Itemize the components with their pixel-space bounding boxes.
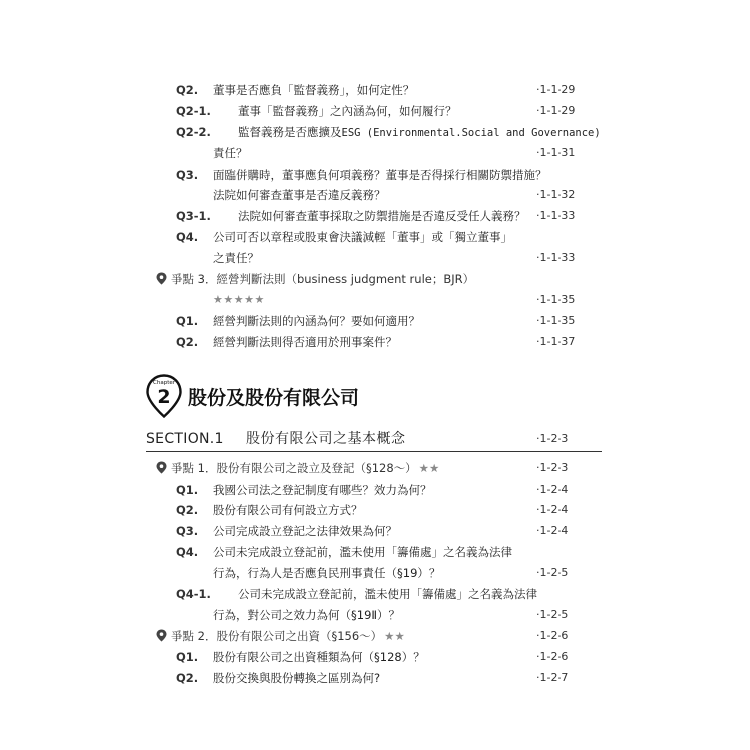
- page-number: ‧1-2-7: [536, 671, 569, 684]
- toc-entry[interactable]: [0, 500, 750, 520]
- question-text-en: ESG (Environmental.Social and Governance): [341, 127, 601, 139]
- question-text-zh: 監督義務是否應擴及: [238, 125, 342, 139]
- toc-entry[interactable]: [0, 101, 750, 121]
- question-text: 董事「監督義務」之內涵為何，如何履行？: [238, 104, 457, 118]
- page-number: ‧1-1-35: [536, 314, 576, 327]
- question-text: 股份有限公司之出資種類為何（§128）？: [213, 650, 425, 664]
- dispute-heading[interactable]: [0, 626, 750, 646]
- question-number: Q3.: [176, 524, 199, 538]
- location-pin-icon: [156, 461, 167, 474]
- page-number: ‧1-1-33: [536, 209, 576, 222]
- page-number: ‧1-2-6: [536, 629, 569, 642]
- section-title: 股份有限公司之基本概念: [246, 431, 406, 447]
- chapter-badge-icon: [146, 374, 182, 418]
- question-text: 董事是否應負「監督義務」，如何定性？: [213, 83, 415, 97]
- question-text: 股份有限公司有何設立方式？: [213, 503, 363, 517]
- page-number: ‧1-1-32: [536, 188, 576, 201]
- page-number: ‧1-2-4: [536, 503, 569, 516]
- question-text: 之責任？: [213, 251, 259, 265]
- question-text: 公司完成設立登記之法律效果為何？: [213, 524, 397, 538]
- question-number: Q2.: [176, 335, 199, 349]
- difficulty-row: [0, 290, 750, 310]
- dispute-title: 爭點 3．經營判斷法則（business judgment rule；BJR）: [171, 272, 475, 286]
- question-number: Q4.: [176, 230, 199, 244]
- difficulty-stars: ★★: [418, 461, 440, 475]
- toc-entry-continuation[interactable]: [0, 143, 750, 163]
- dispute-title: 爭點 2．股份有限公司之出資（§156～）: [171, 629, 383, 643]
- question-number: Q2.: [176, 671, 199, 685]
- toc-entry[interactable]: [0, 311, 750, 331]
- toc-entry[interactable]: [0, 542, 750, 562]
- question-number: Q3.: [176, 168, 199, 182]
- difficulty-stars: ★★★★★: [213, 293, 265, 306]
- page-number: ‧1-2-4: [536, 524, 569, 537]
- toc-entry[interactable]: [0, 668, 750, 688]
- page-number: ‧1-1-31: [536, 146, 576, 159]
- section-heading[interactable]: [146, 428, 602, 450]
- toc-entry-continuation[interactable]: [0, 605, 750, 625]
- question-text: 面臨併購時，董事應負何項義務？董事是否得採行相關防禦措施？: [213, 168, 547, 182]
- question-text: 法院如何審查董事採取之防禦措施是否違反受任人義務？: [238, 209, 526, 223]
- dispute-heading[interactable]: [0, 269, 750, 289]
- question-number: Q2-2.: [176, 125, 211, 139]
- toc-entry-continuation[interactable]: [0, 248, 750, 268]
- toc-entry[interactable]: [0, 584, 750, 604]
- toc-entry[interactable]: [0, 206, 750, 226]
- toc-entry[interactable]: [0, 332, 750, 352]
- page-number: ‧1-1-35: [536, 293, 576, 306]
- page-number: ‧1-1-37: [536, 335, 576, 348]
- dispute-heading[interactable]: [0, 458, 750, 478]
- question-number: Q2.: [176, 503, 199, 517]
- question-number: Q2.: [176, 83, 199, 97]
- toc-entry[interactable]: [0, 647, 750, 667]
- difficulty-stars: ★★: [384, 629, 405, 643]
- page-number: ‧1-1-29: [536, 83, 576, 96]
- chapter-label: Chapter: [153, 380, 175, 386]
- section-label: SECTION.1: [146, 431, 224, 447]
- chapter-heading[interactable]: [146, 374, 546, 418]
- question-number: Q4.: [176, 545, 199, 559]
- toc-entry[interactable]: [0, 521, 750, 541]
- toc-entry-continuation[interactable]: [0, 563, 750, 583]
- question-number: Q2-1.: [176, 104, 211, 118]
- page-number: ‧1-2-5: [536, 608, 569, 621]
- toc-entry[interactable]: [0, 80, 750, 100]
- page-number: ‧1-2-6: [536, 650, 569, 663]
- question-number: Q1.: [176, 483, 199, 497]
- page-number: ‧1-1-29: [536, 104, 576, 117]
- question-text: 行為，對公司之效力為何（§19Ⅱ）？: [213, 608, 401, 622]
- chapter-title: 股份及股份有限公司: [188, 387, 360, 409]
- section-divider: [146, 451, 602, 452]
- toc-entry[interactable]: [0, 122, 750, 142]
- page-number: ‧1-2-3: [536, 432, 569, 445]
- question-number: Q3-1.: [176, 209, 211, 223]
- page-number: ‧1-2-4: [536, 483, 569, 496]
- location-pin-icon: [156, 272, 167, 285]
- location-pin-icon: [156, 629, 167, 642]
- question-text: 公司可否以章程或股東會決議減輕「董事」或「獨立董事」: [213, 230, 512, 244]
- question-number: Q1.: [176, 650, 199, 664]
- question-text: 經營判斷法則的內涵為何？要如何適用？: [213, 314, 420, 328]
- toc-entry[interactable]: [0, 227, 750, 247]
- toc-entry-continuation[interactable]: [0, 185, 750, 205]
- question-text: 我國公司法之登記制度有哪些？效力為何？: [213, 483, 432, 497]
- chapter-number: 2: [157, 386, 171, 408]
- page-number: ‧1-2-5: [536, 566, 569, 579]
- question-text: [238, 122, 601, 143]
- page-number: ‧1-1-33: [536, 251, 576, 264]
- page-number: ‧1-2-3: [536, 461, 569, 474]
- question-text: 行為，行為人是否應負民刑事責任（§19）？: [213, 566, 441, 580]
- question-text: 責任？: [213, 146, 248, 160]
- question-number: Q1.: [176, 314, 199, 328]
- question-text: 公司未完成設立登記前，濫未使用「籌備處」之名義為法律: [213, 545, 512, 559]
- toc-entry[interactable]: [0, 480, 750, 500]
- question-text: 公司未完成設立登記前，濫未使用「籌備處」之名義為法律: [238, 587, 537, 601]
- question-text: 法院如何審查董事是否違反義務？: [213, 188, 386, 202]
- question-number: Q4-1.: [176, 587, 211, 601]
- dispute-title: 爭點 1．股份有限公司之設立及登記（§128～）: [171, 461, 417, 475]
- question-text: 股份交換與股份轉換之區別為何?: [213, 671, 381, 685]
- question-text: 經營判斷法則得否適用於刑事案件？: [213, 335, 397, 349]
- toc-entry[interactable]: [0, 165, 750, 185]
